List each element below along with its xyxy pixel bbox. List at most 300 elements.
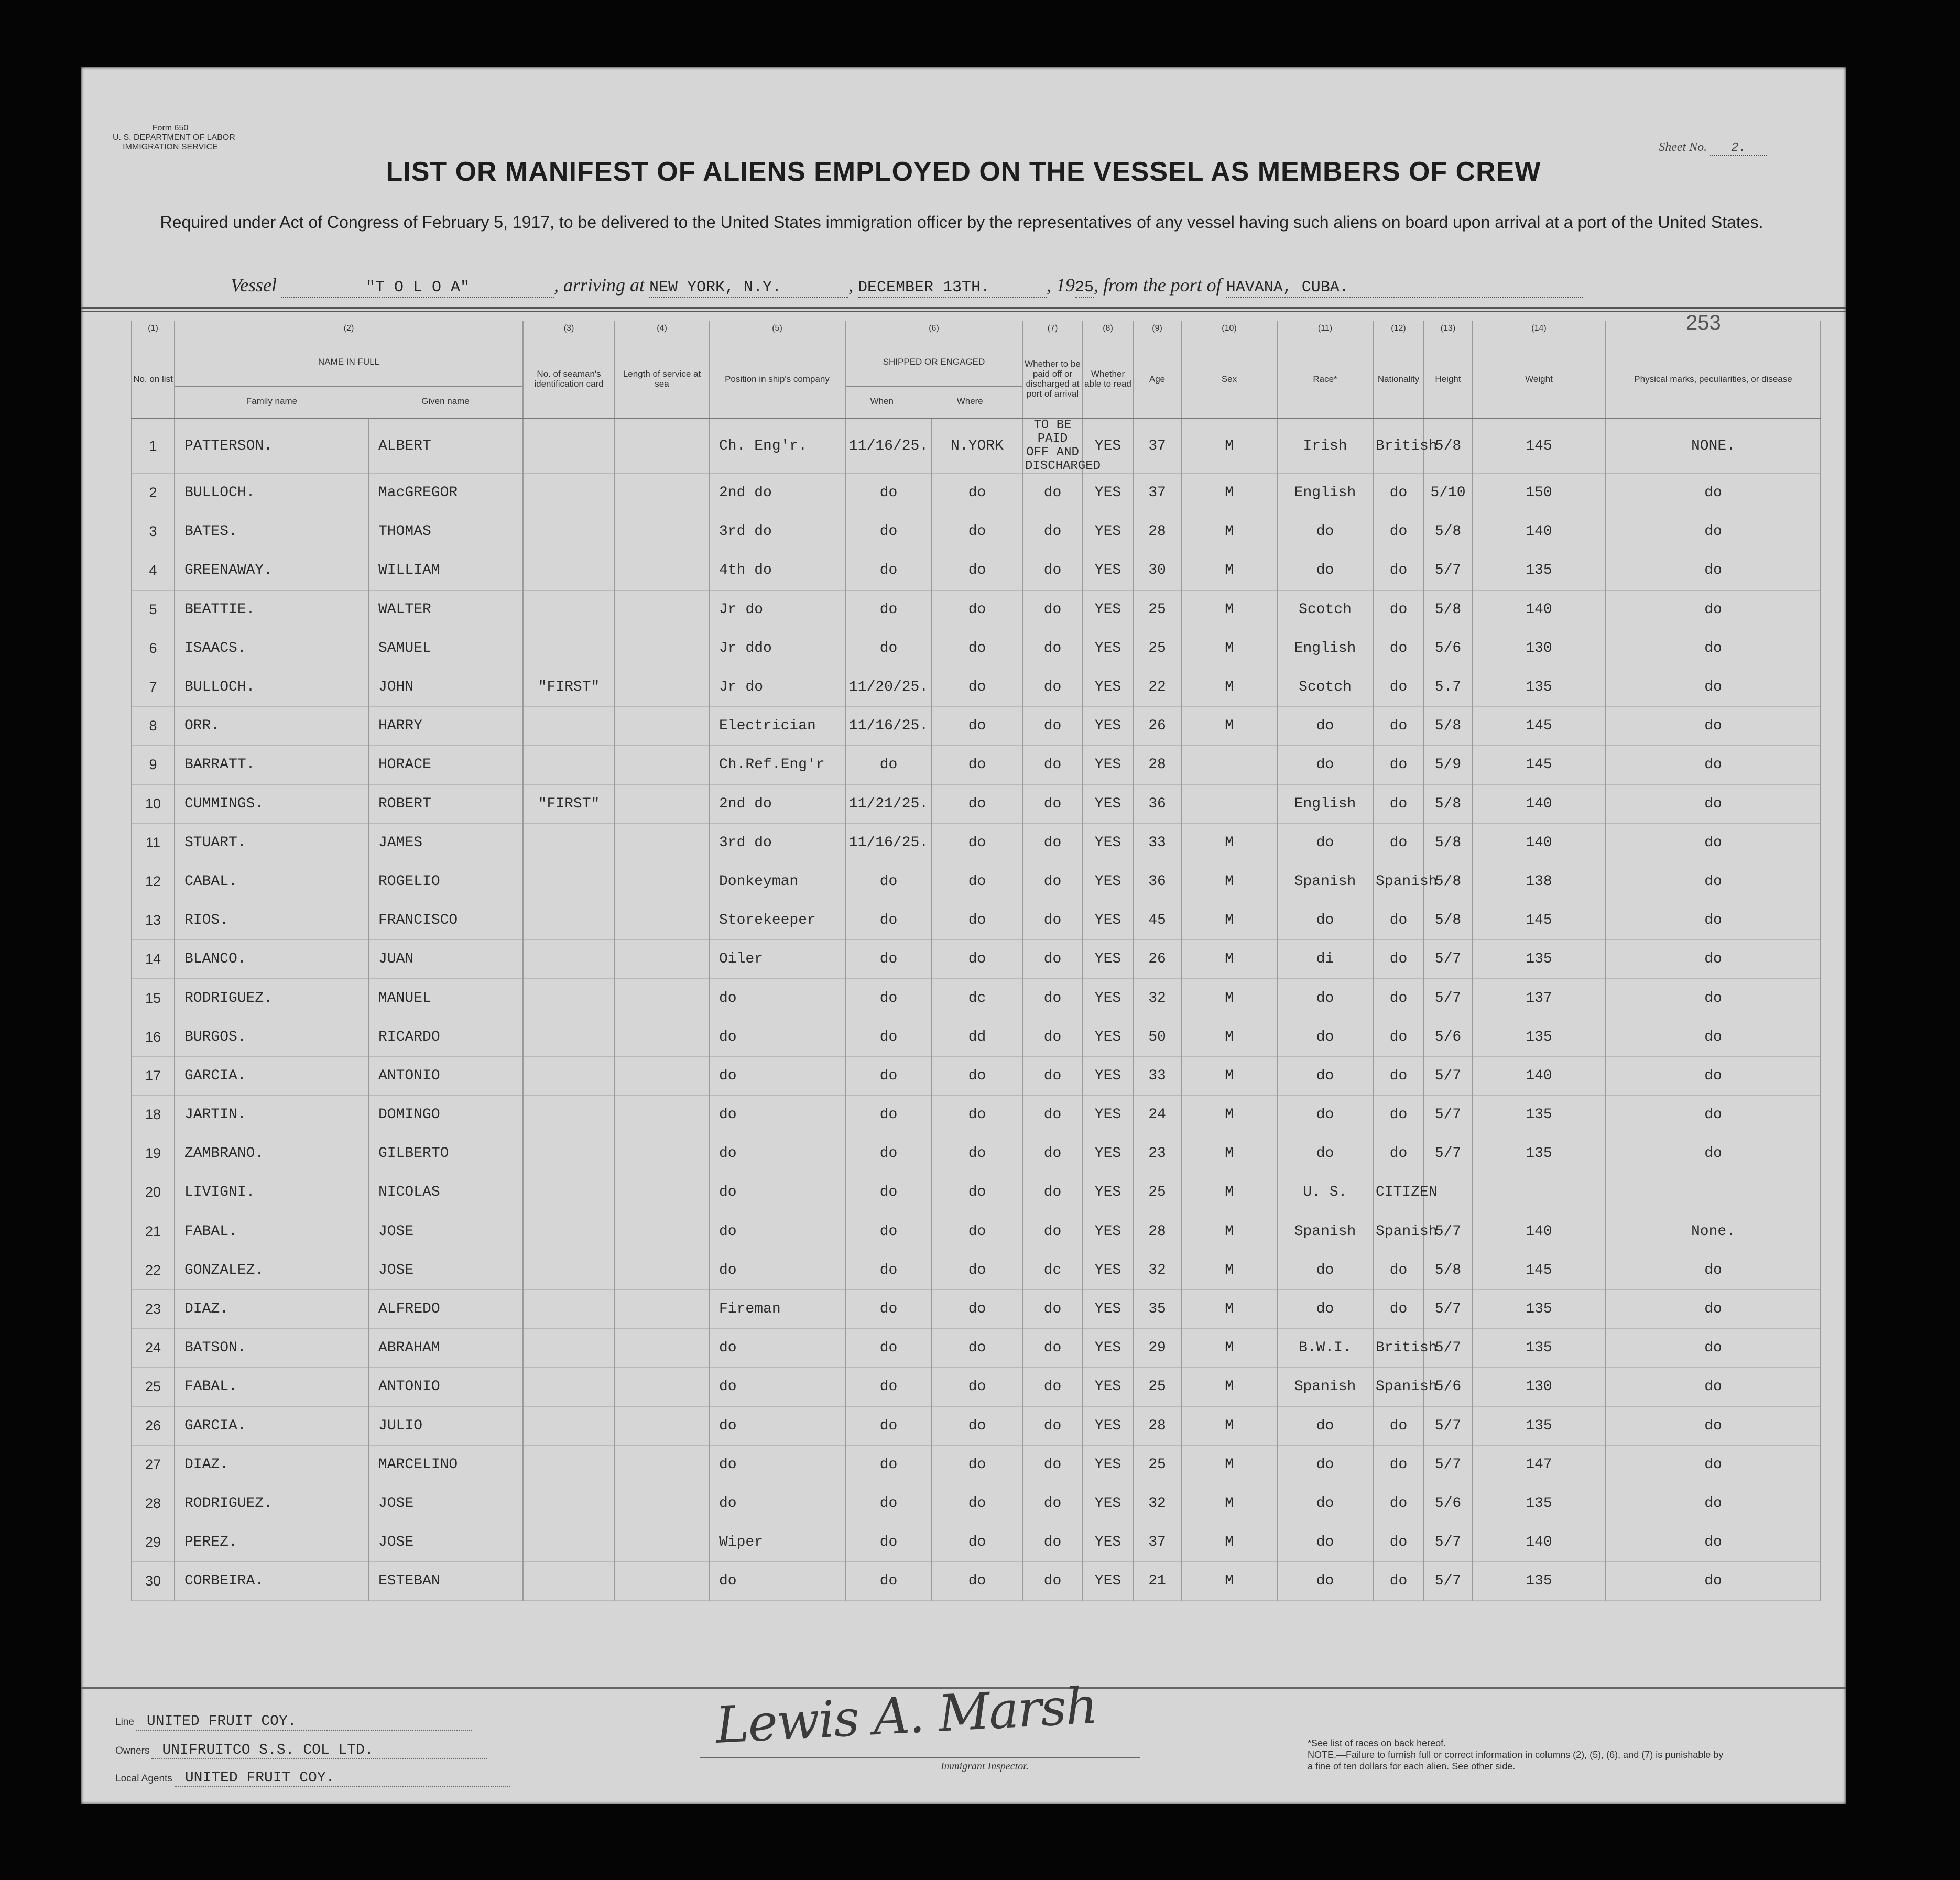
- physical-marks: do: [1606, 474, 1821, 512]
- colno-6: (6): [845, 321, 1022, 340]
- length-of-service: [615, 1018, 709, 1056]
- line-label: Line: [115, 1717, 134, 1728]
- id-card: [523, 1484, 615, 1523]
- header-paid-off: Whether to be paid off or discharged at port of arrival: [1022, 340, 1083, 418]
- shipped-where: N.YORK: [932, 418, 1022, 474]
- race: do: [1277, 979, 1373, 1018]
- race: do: [1277, 746, 1373, 784]
- race: English: [1277, 629, 1373, 668]
- weight: 145: [1472, 746, 1606, 784]
- given-name: ALBERT: [368, 418, 523, 474]
- family-name: GONZALEZ.: [175, 1251, 368, 1289]
- family-name: ORR.: [175, 707, 368, 746]
- row-number: 15: [132, 979, 175, 1018]
- nationality: do: [1373, 707, 1424, 746]
- given-name: JAMES: [368, 823, 523, 862]
- race: do: [1277, 1096, 1373, 1134]
- family-name-label: Family name: [246, 396, 298, 406]
- shipped-when: 11/16/25.: [845, 418, 932, 474]
- shipped-when: do: [845, 1562, 932, 1601]
- paid-off: do: [1022, 1329, 1083, 1368]
- row-number: 2: [132, 474, 175, 512]
- shipped-when: 11/16/25.: [845, 707, 932, 746]
- header-height: Height: [1424, 340, 1472, 418]
- age: 21: [1133, 1562, 1181, 1601]
- paid-off: do: [1022, 551, 1083, 590]
- shipped-when: do: [845, 629, 932, 668]
- nationality: do: [1373, 1289, 1424, 1328]
- position: Jr ddo: [709, 629, 845, 668]
- paid-off: do: [1022, 1096, 1083, 1134]
- nationality: do: [1373, 979, 1424, 1018]
- row-number: 24: [132, 1329, 175, 1368]
- position: do: [709, 1329, 845, 1368]
- family-name: RODRIGUEZ.: [175, 1484, 368, 1523]
- id-card: [523, 862, 615, 901]
- id-card: [523, 1173, 615, 1212]
- race: do: [1277, 1445, 1373, 1484]
- id-card: [523, 1523, 615, 1562]
- shipped-when: do: [845, 862, 932, 901]
- position: Ch. Eng'r.: [709, 418, 845, 474]
- weight: 140: [1472, 1523, 1606, 1562]
- id-card: [523, 1289, 615, 1328]
- row-number: 20: [132, 1173, 175, 1212]
- from-label: , from the port of: [1094, 275, 1222, 296]
- able-to-read: YES: [1083, 823, 1133, 862]
- shipped-where: do: [932, 901, 1022, 940]
- family-name: ZAMBRANO.: [175, 1134, 368, 1173]
- colno-13: (13): [1424, 321, 1472, 340]
- id-card: [523, 746, 615, 784]
- family-name: CABAL.: [175, 862, 368, 901]
- race: Scotch: [1277, 668, 1373, 706]
- able-to-read: YES: [1083, 551, 1133, 590]
- given-name: ABRAHAM: [368, 1329, 523, 1368]
- weight: 130: [1472, 629, 1606, 668]
- length-of-service: [615, 1484, 709, 1523]
- weight: 135: [1472, 668, 1606, 706]
- able-to-read: YES: [1083, 1445, 1133, 1484]
- family-name: JARTIN.: [175, 1096, 368, 1134]
- arrival-port: NEW YORK, N.Y.: [649, 279, 848, 298]
- weight: 135: [1472, 1289, 1606, 1328]
- sex: M: [1181, 1368, 1277, 1406]
- row-number: 5: [132, 590, 175, 629]
- family-name: BEATTIE.: [175, 590, 368, 629]
- nationality: do: [1373, 590, 1424, 629]
- physical-marks: do: [1606, 668, 1821, 706]
- race: di: [1277, 940, 1373, 979]
- crew-row: [132, 1445, 1821, 1484]
- sex: M: [1181, 901, 1277, 940]
- crew-row: [132, 590, 1821, 629]
- length-of-service: [615, 979, 709, 1018]
- row-number: 29: [132, 1523, 175, 1562]
- family-name: PATTERSON.: [175, 418, 368, 474]
- race: do: [1277, 823, 1373, 862]
- header-length-service: Length of service at sea: [615, 340, 709, 418]
- paid-off: do: [1022, 1056, 1083, 1095]
- physical-marks: do: [1606, 1523, 1821, 1562]
- race: Scotch: [1277, 590, 1373, 629]
- height: 5/7: [1424, 1445, 1472, 1484]
- age: 30: [1133, 551, 1181, 590]
- row-number: 4: [132, 551, 175, 590]
- family-name: GARCIA.: [175, 1406, 368, 1445]
- family-name: PEREZ.: [175, 1523, 368, 1562]
- able-to-read: YES: [1083, 1406, 1133, 1445]
- races-note: *See list of races on back hereof.: [1308, 1738, 1446, 1748]
- shipped-where: do: [932, 629, 1022, 668]
- age: 28: [1133, 1212, 1181, 1251]
- race: Spanish: [1277, 1368, 1373, 1406]
- race: do: [1277, 1251, 1373, 1289]
- age: 25: [1133, 590, 1181, 629]
- header-age: Age: [1133, 340, 1181, 418]
- shipped-where: do: [932, 1406, 1022, 1445]
- weight: 140: [1472, 1056, 1606, 1095]
- age: 26: [1133, 707, 1181, 746]
- position: Electrician: [709, 707, 845, 746]
- shipped-when: do: [845, 1484, 932, 1523]
- height: 5/7: [1424, 1406, 1472, 1445]
- nationality: do: [1373, 823, 1424, 862]
- sex: M: [1181, 1406, 1277, 1445]
- crew-row: [132, 784, 1821, 823]
- sex: M: [1181, 1329, 1277, 1368]
- sex: M: [1181, 1056, 1277, 1095]
- age: 29: [1133, 1329, 1181, 1368]
- given-name: ESTEBAN: [368, 1562, 523, 1601]
- paid-off: do: [1022, 1289, 1083, 1328]
- sex: M: [1181, 629, 1277, 668]
- colno-1: (1): [132, 321, 175, 340]
- age: 33: [1133, 1056, 1181, 1095]
- position: do: [709, 1056, 845, 1095]
- sex: [1181, 746, 1277, 784]
- able-to-read: YES: [1083, 1251, 1133, 1289]
- able-to-read: YES: [1083, 1484, 1133, 1523]
- sheet-number: [1659, 140, 1767, 155]
- sex: M: [1181, 1018, 1277, 1056]
- length-of-service: [615, 1251, 709, 1289]
- shipped-when: do: [845, 1406, 932, 1445]
- nationality: do: [1373, 1134, 1424, 1173]
- height: 5/7: [1424, 979, 1472, 1018]
- crew-row: [132, 551, 1821, 590]
- shipped-when: do: [845, 1018, 932, 1056]
- given-name-label: Given name: [421, 396, 470, 406]
- row-number: 12: [132, 862, 175, 901]
- agents-field: [115, 1770, 510, 1787]
- able-to-read: YES: [1083, 1096, 1133, 1134]
- family-name: RIOS.: [175, 901, 368, 940]
- crew-row: [132, 668, 1821, 706]
- crew-row: [132, 418, 1821, 474]
- paid-off: dc: [1022, 1251, 1083, 1289]
- length-of-service: [615, 1134, 709, 1173]
- family-name: BULLOCH.: [175, 474, 368, 512]
- paid-off: do: [1022, 1523, 1083, 1562]
- row-number: 8: [132, 707, 175, 746]
- height: 5/8: [1424, 590, 1472, 629]
- age: 23: [1133, 1134, 1181, 1173]
- id-card: [523, 1368, 615, 1406]
- nationality: do: [1373, 1056, 1424, 1095]
- given-name: JOHN: [368, 668, 523, 706]
- able-to-read: YES: [1083, 1018, 1133, 1056]
- form-number: Form 650: [152, 124, 189, 133]
- length-of-service: [615, 629, 709, 668]
- voyage-line: Vessel "T O L O A" , arriving at NEW YORK, N.Y. , DECEMBER 13TH. , 1925, from the port of HAVANA, CUBA.: [231, 274, 1583, 298]
- header-race: Race*: [1277, 340, 1373, 418]
- nationality: Spanish: [1373, 1368, 1424, 1406]
- inspector-signature: Lewis A. Marsh: [714, 1676, 1098, 1755]
- header-sex: Sex: [1181, 340, 1277, 418]
- physical-marks: do: [1606, 1018, 1821, 1056]
- shipped-when: do: [845, 979, 932, 1018]
- id-card: [523, 1212, 615, 1251]
- header-position: Position in ship's company: [709, 340, 845, 418]
- paid-off: do: [1022, 668, 1083, 706]
- able-to-read: YES: [1083, 1056, 1133, 1095]
- sex: M: [1181, 512, 1277, 551]
- given-name: GILBERTO: [368, 1134, 523, 1173]
- age: 36: [1133, 862, 1181, 901]
- weight: 145: [1472, 901, 1606, 940]
- where-label: Where: [956, 396, 983, 406]
- id-card: [523, 590, 615, 629]
- row-number: 30: [132, 1562, 175, 1601]
- weight: 135: [1472, 1096, 1606, 1134]
- given-name: FRANCISCO: [368, 901, 523, 940]
- agents-label: Local Agents: [115, 1773, 172, 1784]
- id-card: [523, 979, 615, 1018]
- shipped-where: do: [932, 784, 1022, 823]
- header-no-on-list: No. on list: [132, 340, 175, 418]
- age: 50: [1133, 1018, 1181, 1056]
- colno-11: (11): [1277, 321, 1373, 340]
- crew-row: [132, 1368, 1821, 1406]
- able-to-read: YES: [1083, 862, 1133, 901]
- race: do: [1277, 707, 1373, 746]
- paid-off: do: [1022, 901, 1083, 940]
- position: Oiler: [709, 940, 845, 979]
- shipped-where: do: [932, 1134, 1022, 1173]
- weight: 140: [1472, 512, 1606, 551]
- sex: M: [1181, 707, 1277, 746]
- weight: 140: [1472, 823, 1606, 862]
- age: 24: [1133, 1096, 1181, 1134]
- length-of-service: [615, 1096, 709, 1134]
- race: U. S.: [1277, 1173, 1373, 1212]
- position: do: [709, 979, 845, 1018]
- shipped-engaged-label: SHIPPED OR ENGAGED: [846, 352, 1022, 387]
- able-to-read: YES: [1083, 901, 1133, 940]
- physical-marks: do: [1606, 551, 1821, 590]
- id-card: [523, 512, 615, 551]
- penalty-note: NOTE.—Failure to furnish full or correct information in columns (2), (5), (6), and (7) is punishable by a fine of ten dollars for each alien. See other side.: [1308, 1750, 1724, 1772]
- race: do: [1277, 1562, 1373, 1601]
- row-number: 9: [132, 746, 175, 784]
- signature-line: [700, 1757, 1140, 1758]
- race: do: [1277, 1056, 1373, 1095]
- vessel-name: "T O L O A": [281, 279, 554, 298]
- family-name: CORBEIRA.: [175, 1562, 368, 1601]
- weight: 135: [1472, 1134, 1606, 1173]
- weight: 137: [1472, 979, 1606, 1018]
- given-name: JOSE: [368, 1212, 523, 1251]
- id-card: [523, 1406, 615, 1445]
- weight: 150: [1472, 474, 1606, 512]
- physical-marks: do: [1606, 823, 1821, 862]
- shipped-where: do: [932, 551, 1022, 590]
- length-of-service: [615, 590, 709, 629]
- row-number: 23: [132, 1289, 175, 1328]
- shipped-when: do: [845, 746, 932, 784]
- height: 5.7: [1424, 668, 1472, 706]
- able-to-read: YES: [1083, 707, 1133, 746]
- id-card: [523, 1056, 615, 1095]
- height: 5/7: [1424, 1289, 1472, 1328]
- age: 36: [1133, 784, 1181, 823]
- sex: M: [1181, 823, 1277, 862]
- given-name: NICOLAS: [368, 1173, 523, 1212]
- row-number: 27: [132, 1445, 175, 1484]
- row-number: 14: [132, 940, 175, 979]
- given-name: JOSE: [368, 1251, 523, 1289]
- physical-marks: do: [1606, 1134, 1821, 1173]
- nationality: do: [1373, 1018, 1424, 1056]
- weight: 135: [1472, 940, 1606, 979]
- length-of-service: [615, 512, 709, 551]
- physical-marks: do: [1606, 746, 1821, 784]
- nationality: do: [1373, 629, 1424, 668]
- physical-marks: do: [1606, 512, 1821, 551]
- nationality: do: [1373, 1406, 1424, 1445]
- race: do: [1277, 1523, 1373, 1562]
- age: 25: [1133, 1173, 1181, 1212]
- paid-off: do: [1022, 1562, 1083, 1601]
- vessel-label: Vessel: [231, 275, 277, 296]
- position: 3rd do: [709, 512, 845, 551]
- position: 2nd do: [709, 474, 845, 512]
- shipped-when: 11/21/25.: [845, 784, 932, 823]
- length-of-service: [615, 746, 709, 784]
- owners-label: Owners: [115, 1745, 150, 1756]
- id-card: [523, 940, 615, 979]
- shipped-where: do: [932, 668, 1022, 706]
- paid-off: do: [1022, 629, 1083, 668]
- header-weight: Weight: [1472, 340, 1606, 418]
- length-of-service: [615, 1289, 709, 1328]
- position: do: [709, 1251, 845, 1289]
- shipped-where: dc: [932, 979, 1022, 1018]
- length-of-service: [615, 551, 709, 590]
- position: Jr do: [709, 590, 845, 629]
- position: do: [709, 1484, 845, 1523]
- given-name: WILLIAM: [368, 551, 523, 590]
- weight: 135: [1472, 551, 1606, 590]
- weight: 140: [1472, 590, 1606, 629]
- given-name: JUAN: [368, 940, 523, 979]
- weight: 135: [1472, 1406, 1606, 1445]
- crew-row: [132, 1134, 1821, 1173]
- arrival-date: DECEMBER 13TH.: [858, 279, 1047, 298]
- shipped-where: do: [932, 746, 1022, 784]
- shipped-where: do: [932, 823, 1022, 862]
- id-card: [523, 1251, 615, 1289]
- position: do: [709, 1096, 845, 1134]
- row-number: 11: [132, 823, 175, 862]
- crew-row: [132, 940, 1821, 979]
- position: do: [709, 1212, 845, 1251]
- family-name: GREENAWAY.: [175, 551, 368, 590]
- crew-row: [132, 474, 1821, 512]
- shipped-where: do: [932, 1368, 1022, 1406]
- position: Jr do: [709, 668, 845, 706]
- crew-row: [132, 979, 1821, 1018]
- physical-marks: do: [1606, 979, 1821, 1018]
- paid-off: do: [1022, 512, 1083, 551]
- position: Wiper: [709, 1523, 845, 1562]
- nationality: do: [1373, 512, 1424, 551]
- position: do: [709, 1562, 845, 1601]
- family-name: BARRATT.: [175, 746, 368, 784]
- crew-row: [132, 1096, 1821, 1134]
- able-to-read: YES: [1083, 629, 1133, 668]
- physical-marks: do: [1606, 590, 1821, 629]
- shipped-where: do: [932, 1289, 1022, 1328]
- able-to-read: YES: [1083, 1329, 1133, 1368]
- crew-rows: [132, 418, 1821, 1601]
- crew-row: [132, 1523, 1821, 1562]
- physical-marks: do: [1606, 1056, 1821, 1095]
- when-label: When: [870, 396, 894, 406]
- shipped-where: do: [932, 1173, 1022, 1212]
- nationality: CITIZEN: [1373, 1173, 1424, 1212]
- weight: 145: [1472, 1251, 1606, 1289]
- family-name: CUMMINGS.: [175, 784, 368, 823]
- age: 37: [1133, 1523, 1181, 1562]
- able-to-read: YES: [1083, 940, 1133, 979]
- family-name: ISAACS.: [175, 629, 368, 668]
- physical-marks: NONE.: [1606, 418, 1821, 474]
- given-name: THOMAS: [368, 512, 523, 551]
- nationality: do: [1373, 1562, 1424, 1601]
- position: Fireman: [709, 1289, 845, 1328]
- nationality: do: [1373, 1096, 1424, 1134]
- position: do: [709, 1445, 845, 1484]
- position: do: [709, 1018, 845, 1056]
- height: 5/7: [1424, 1134, 1472, 1173]
- given-name: HORACE: [368, 746, 523, 784]
- position: do: [709, 1368, 845, 1406]
- physical-marks: do: [1606, 862, 1821, 901]
- race: Irish: [1277, 418, 1373, 474]
- id-card: [523, 1445, 615, 1484]
- shipped-when: do: [845, 1173, 932, 1212]
- given-name: MARCELINO: [368, 1445, 523, 1484]
- paid-off: do: [1022, 979, 1083, 1018]
- position: do: [709, 1173, 845, 1212]
- footnote: [1308, 1737, 1727, 1772]
- crew-row: [132, 629, 1821, 668]
- crew-row: [132, 1562, 1821, 1601]
- nationality: do: [1373, 1523, 1424, 1562]
- given-name: RICARDO: [368, 1018, 523, 1056]
